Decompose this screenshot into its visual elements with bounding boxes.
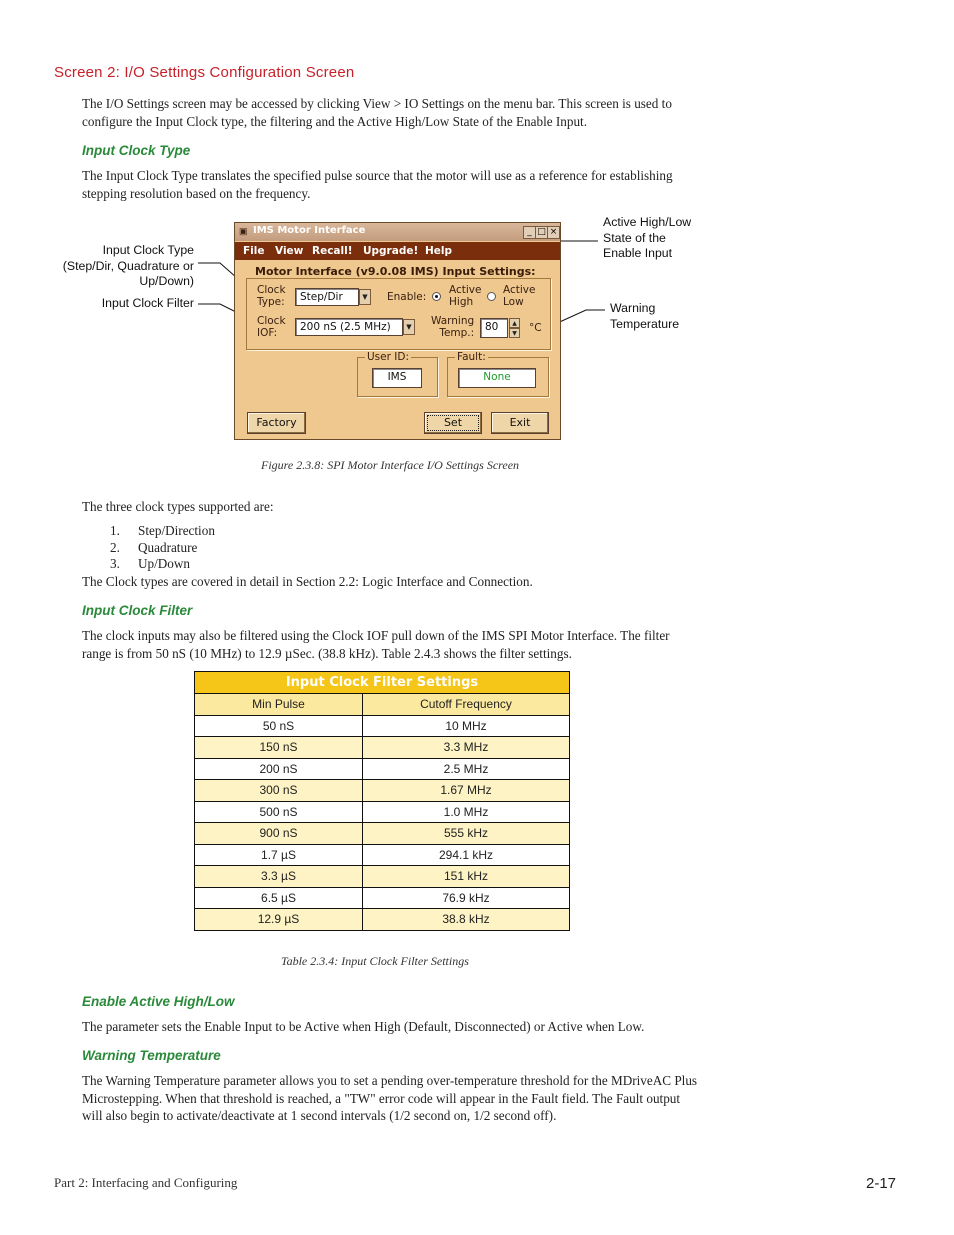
list-item <box>110 522 410 539</box>
table-row <box>195 823 570 845</box>
table-cell: 1.7 µS <box>195 844 363 866</box>
clock-type-label-line1: Clock <box>257 284 286 296</box>
table-cell: 10 MHz <box>363 715 570 737</box>
section-heading: Screen 2: I/O Settings Configuration Screen <box>54 64 355 81</box>
callout-warning-line2: Temperature <box>610 316 680 331</box>
callout-clock-type-line1: Input Clock Type <box>102 243 194 257</box>
callout-enable-line2: State of the <box>603 230 666 245</box>
menu-recall[interactable]: Recall! <box>312 245 353 257</box>
menu-file[interactable]: File <box>243 245 265 257</box>
user-id-value: IMS <box>387 371 407 383</box>
radio-active-high[interactable] <box>432 292 441 301</box>
list-item <box>110 555 410 572</box>
fault-label: Fault: <box>457 351 486 363</box>
table-cell: 555 kHz <box>363 823 570 845</box>
fault-field <box>458 368 536 388</box>
table-cell: 50 nS <box>195 715 363 737</box>
warning-paragraph: The Warning Temperature parameter allows you to set a pending over-temperature threshold for the MDriveAC Plus Microstepping. When that threshold is reached, a "TW" error code will appear in the Fault field. The Fault output will also begin to activate/deactivate at 1 second intervals (1/2 second on, 1/2 second off). <box>82 1073 698 1123</box>
factory-button[interactable]: Factory <box>247 412 306 434</box>
menubar <box>235 242 560 260</box>
table-cell: 38.8 kHz <box>363 909 570 931</box>
clock-iof-select[interactable] <box>295 318 403 336</box>
warning-heading: Warning Temperature <box>82 1048 221 1063</box>
clock-types-intro: The three clock types supported are: <box>82 499 274 514</box>
warning-temp-label <box>431 315 474 339</box>
minimize-button[interactable]: _ <box>523 226 536 239</box>
chevron-up-icon[interactable]: ▲ <box>509 318 520 328</box>
list-number: 3. <box>110 556 120 571</box>
clock-types-list <box>110 522 410 572</box>
table-row <box>195 887 570 909</box>
filter-table <box>194 671 570 931</box>
active-high-label-line1: Active <box>449 284 482 296</box>
callout-enable-line3: Enable Input <box>603 246 673 260</box>
settings-heading: Motor Interface (v9.0.08 IMS) Input Settings: <box>255 265 536 278</box>
clock-type-paragraph: The Input Clock Type translates the specified pulse source that the motor will use as a reference for establishing stepping resolution based on the frequency. <box>82 168 673 201</box>
clock-iof-label <box>257 315 286 339</box>
callout-clock-type-line3: Up/Down) <box>139 274 194 288</box>
callout-clock-type-line2: (Step/Dir, Quadrature or <box>62 258 194 273</box>
warning-temp-value: 80 <box>485 321 499 333</box>
table-title-row <box>195 672 570 694</box>
chevron-down-icon[interactable]: ▼ <box>509 328 520 338</box>
clock-types-note: The Clock types are covered in detail in Section 2.2: Logic Interface and Connection. <box>82 574 533 589</box>
table-title: Input Clock Filter Settings <box>195 672 570 694</box>
table-cell: 3.3 µS <box>195 866 363 888</box>
enable-label: Enable: <box>387 291 427 303</box>
table-header-row <box>195 694 570 716</box>
table-caption: Table 2.3.4: Input Clock Filter Settings <box>281 954 469 968</box>
maximize-button[interactable]: □ <box>535 226 548 239</box>
table-cell: 900 nS <box>195 823 363 845</box>
warning-temp-input[interactable] <box>480 318 508 338</box>
active-low-label <box>503 284 535 308</box>
menu-upgrade[interactable]: Upgrade! <box>363 245 419 257</box>
window-titlebar <box>235 223 560 241</box>
clock-iof-label-line1: Clock <box>257 315 286 327</box>
clock-type-label <box>257 284 286 308</box>
user-id-field[interactable] <box>372 368 422 388</box>
table-cell: 500 nS <box>195 801 363 823</box>
figure-caption: Figure 2.3.8: SPI Motor Interface I/O Settings Screen <box>261 458 520 472</box>
table-cell: 1.67 MHz <box>363 780 570 802</box>
table-cell: 3.3 MHz <box>363 737 570 759</box>
window-title: IMS Motor Interface <box>253 225 366 236</box>
table-cell: 2.5 MHz <box>363 758 570 780</box>
clock-type-select[interactable] <box>295 288 359 306</box>
table-row <box>195 866 570 888</box>
set-button[interactable]: Set <box>424 412 482 434</box>
clock-filter-paragraph: The clock inputs may also be filtered using the Clock IOF pull down of the IMS SPI Motor Interface. The filter range is from 50 nS (10 MHz) to 12.9 µSec. (38.8 kHz). Table 2.4.3 shows the filter settings. <box>82 628 670 661</box>
menu-view[interactable]: View <box>275 245 304 257</box>
clock-iof-value: 200 nS (2.5 MHz) <box>300 321 391 333</box>
table-row <box>195 801 570 823</box>
clock-type-heading: Input Clock Type <box>82 143 191 158</box>
table-cell: 200 nS <box>195 758 363 780</box>
list-number: 1. <box>110 523 120 538</box>
list-label: Step/Direction <box>138 523 215 538</box>
table-row <box>195 715 570 737</box>
clock-filter-heading: Input Clock Filter <box>82 603 193 618</box>
callout-warning-line1: Warning <box>610 301 656 315</box>
fault-value: None <box>483 371 511 383</box>
menu-help[interactable]: Help <box>425 245 453 257</box>
temp-unit-label: °C <box>529 322 542 334</box>
chevron-down-icon[interactable]: ▼ <box>359 289 371 305</box>
radio-active-low[interactable] <box>487 292 496 301</box>
active-high-label <box>449 284 481 308</box>
enable-heading: Enable Active High/Low <box>82 994 235 1009</box>
table-cell: 300 nS <box>195 780 363 802</box>
list-number: 2. <box>110 539 120 555</box>
clock-iof-label-line2: IOF: <box>257 327 278 339</box>
list-item <box>110 539 410 556</box>
intro-paragraph: The I/O Settings screen may be accessed by clicking View > IO Settings on the menu bar. This screen is used to configure the Input Clock type, the filtering and the Active High/Low State of the Enable Input. <box>82 96 672 129</box>
radio-selected-dot <box>435 295 438 298</box>
table-cell: 294.1 kHz <box>363 844 570 866</box>
exit-button[interactable]: Exit <box>491 412 549 434</box>
callout-enable-line1: Active High/Low <box>603 215 692 229</box>
warning-temp-label-line1: Warning <box>431 315 475 327</box>
list-label: Quadrature <box>138 539 198 555</box>
table-cell: 151 kHz <box>363 866 570 888</box>
ims-motor-interface-window <box>234 222 561 440</box>
footer-section-title: Part 2: Interfacing and Configuring <box>54 1175 238 1190</box>
table-cell: 76.9 kHz <box>363 887 570 909</box>
page-number: 2-17 <box>866 1175 897 1192</box>
table-cell: 1.0 MHz <box>363 801 570 823</box>
warning-temp-label-line2: Temp.: <box>439 327 475 339</box>
active-low-label-line1: Active <box>503 284 536 296</box>
table-cell: 6.5 µS <box>195 887 363 909</box>
table-row <box>195 780 570 802</box>
user-id-label: User ID: <box>367 351 409 363</box>
callout-clock-filter: Input Clock Filter <box>101 296 194 310</box>
column-header: Cutoff Frequency <box>363 694 570 716</box>
column-header: Min Pulse <box>195 694 363 716</box>
table-row <box>195 737 570 759</box>
active-low-label-line2: Low <box>503 296 524 308</box>
table-row <box>195 909 570 931</box>
enable-paragraph: The parameter sets the Enable Input to be Active when High (Default, Disconnected) or Active when Low. <box>82 1019 645 1034</box>
clock-type-label-line2: Type: <box>257 296 285 308</box>
table-cell: 150 nS <box>195 737 363 759</box>
list-label: Up/Down <box>138 556 191 571</box>
app-icon: ▣ <box>239 226 248 236</box>
table-cell: 12.9 µS <box>195 909 363 931</box>
close-button[interactable]: × <box>547 226 560 239</box>
clock-type-value: Step/Dir <box>300 291 343 303</box>
table-row <box>195 758 570 780</box>
table-row <box>195 844 570 866</box>
chevron-down-icon[interactable]: ▼ <box>403 319 415 335</box>
active-high-label-line2: High <box>449 296 474 308</box>
